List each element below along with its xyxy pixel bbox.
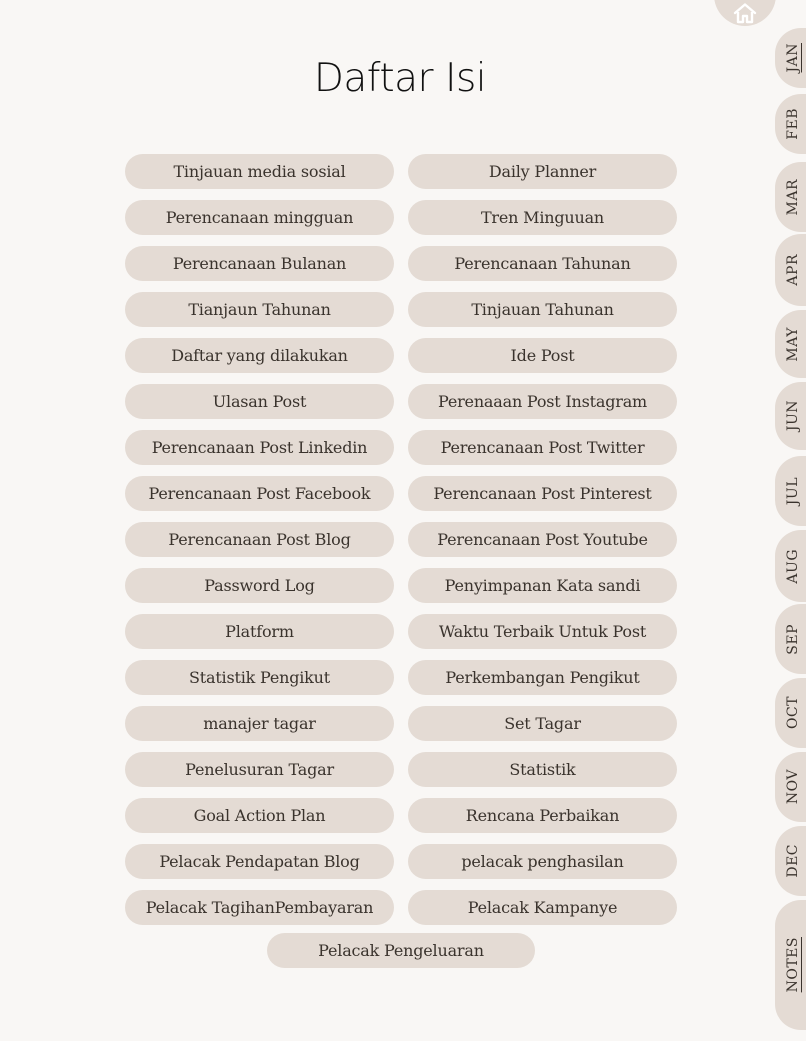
toc-item[interactable]: Tianjaun Tahunan	[125, 292, 394, 327]
tab-may[interactable]	[775, 310, 806, 378]
toc-item[interactable]: Perencanaan mingguan	[125, 200, 394, 235]
tab-feb[interactable]	[775, 94, 806, 154]
toc-item[interactable]: Goal Action Plan	[125, 798, 394, 833]
tab-oct[interactable]	[775, 678, 806, 748]
tab-mar[interactable]	[775, 162, 806, 232]
toc-item[interactable]: Penelusuran Tagar	[125, 752, 394, 787]
toc-item[interactable]: Pelacak Kampanye	[408, 890, 677, 925]
page-title: Daftar Isi	[313, 56, 487, 101]
tab-aug[interactable]	[775, 530, 806, 602]
toc-item[interactable]: Password Log	[125, 568, 394, 603]
toc-item[interactable]: Waktu Terbaik Untuk Post	[408, 614, 677, 649]
tab-nov[interactable]	[775, 752, 806, 822]
toc-item[interactable]: Statistik	[408, 752, 677, 787]
tab-sep[interactable]	[775, 604, 806, 674]
toc-item[interactable]: pelacak penghasilan	[408, 844, 677, 879]
toc-item[interactable]: Perencanaan Post Twitter	[408, 430, 677, 465]
tab-label: OCT	[785, 696, 801, 730]
toc-item[interactable]: Rencana Perbaikan	[408, 798, 677, 833]
toc-item[interactable]: Statistik Pengikut	[125, 660, 394, 695]
tab-label: NOV	[785, 769, 801, 805]
toc-item[interactable]: manajer tagar	[125, 706, 394, 741]
toc-item[interactable]: Ulasan Post	[125, 384, 394, 419]
tab-jun[interactable]	[775, 382, 806, 450]
toc-item[interactable]: Set Tagar	[408, 706, 677, 741]
tab-dec[interactable]	[775, 826, 806, 896]
tab-label: DEC	[785, 844, 801, 878]
tab-label: MAY	[785, 326, 801, 362]
toc-item[interactable]: Perencanaan Post Facebook	[125, 476, 394, 511]
home-tab[interactable]	[714, 0, 776, 26]
tab-label: FEB	[785, 108, 801, 140]
tab-label: MAR	[785, 178, 801, 216]
toc-item[interactable]: Pelacak Pendapatan Blog	[125, 844, 394, 879]
tab-label: NOTES	[785, 937, 801, 993]
toc-item[interactable]: Perencanaan Post Youtube	[408, 522, 677, 557]
toc-item[interactable]: Perencanaan Post Blog	[125, 522, 394, 557]
toc-item[interactable]: Perencanaan Tahunan	[408, 246, 677, 281]
toc-item[interactable]: Perencanaan Post Pinterest	[408, 476, 677, 511]
toc-item[interactable]: Tinjauan media sosial	[125, 154, 394, 189]
tab-apr[interactable]	[775, 234, 806, 306]
tab-notes[interactable]	[775, 900, 806, 1030]
tab-label: AUG	[785, 548, 801, 584]
toc-item-pelacak-pengeluaran[interactable]: Pelacak Pengeluaran	[267, 933, 535, 968]
toc-item[interactable]: Daftar yang dilakukan	[125, 338, 394, 373]
toc-item[interactable]: Perencanaan Bulanan	[125, 246, 394, 281]
toc-item[interactable]: Perencanaan Post Linkedin	[125, 430, 394, 465]
tab-jul[interactable]	[775, 456, 806, 526]
tab-label: APR	[785, 254, 801, 286]
home-icon	[732, 2, 758, 24]
toc-item[interactable]: Pelacak TagihanPembayaran	[125, 890, 394, 925]
toc-item[interactable]: Daily Planner	[408, 154, 677, 189]
toc-item[interactable]: Perenaaan Post Instagram	[408, 384, 677, 419]
tab-label: SEP	[785, 623, 801, 655]
toc-item[interactable]: Penyimpanan Kata sandi	[408, 568, 677, 603]
tab-label: JUN	[785, 400, 801, 432]
toc-item[interactable]: Platform	[125, 614, 394, 649]
toc-item[interactable]: Ide Post	[408, 338, 677, 373]
toc-item[interactable]: Tinjauan Tahunan	[408, 292, 677, 327]
toc-item[interactable]: Tren Minguuan	[408, 200, 677, 235]
toc-item[interactable]: Perkembangan Pengikut	[408, 660, 677, 695]
tab-label: JAN	[785, 43, 801, 73]
toc-grid	[125, 154, 677, 925]
tab-label: JUL	[785, 476, 801, 506]
